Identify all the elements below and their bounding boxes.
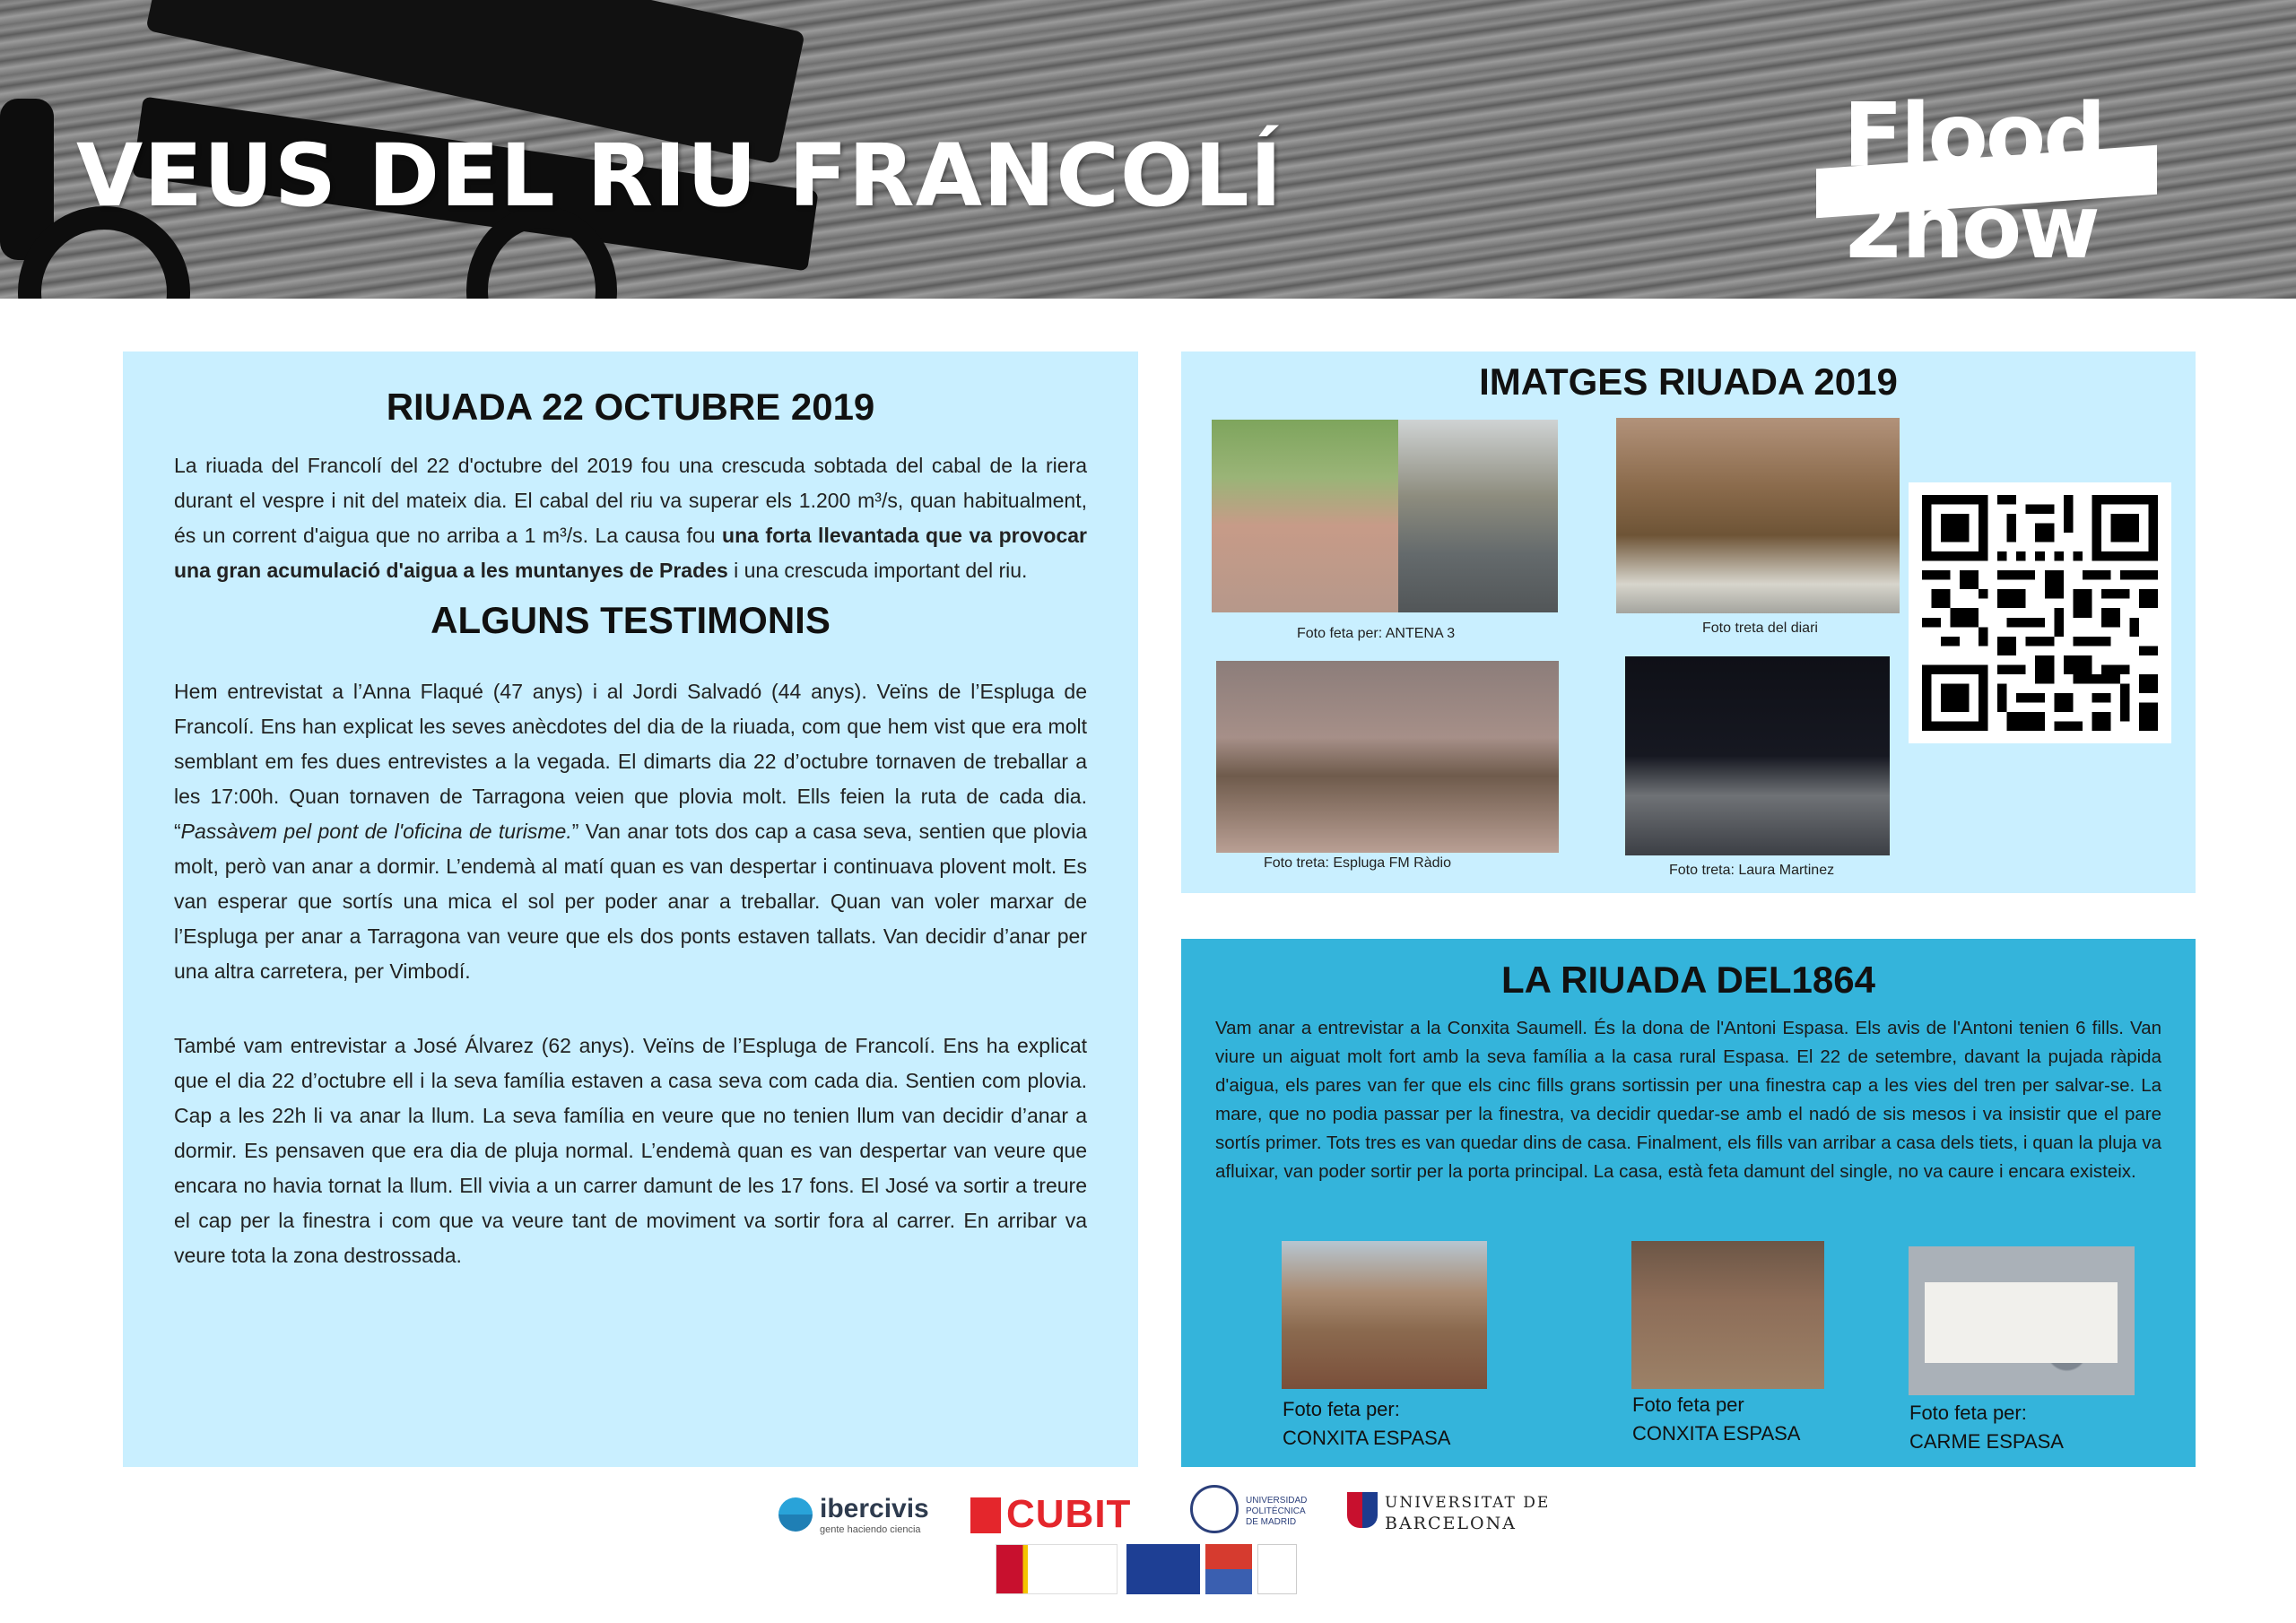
caption-laura-martinez: Foto treta: Laura Martinez bbox=[1669, 863, 1835, 878]
testimony-2: També vam entrevistar a José Álvarez (62 anys). Veïns de l’Espluga de Francolí. Ens ha explicat que el dia 22 d’octubre ell i la seva família estaven a casa seva com cada dia. Sentien com plovia. Cap a les 22h li va anar la llum. La seva família en veure que no tenien llum van decidir d’anar a dormir. Es pensaven que era dia de pluja normal. L’endemà quan es van despertar van veure que encara no havia tornat la llum. Ell vivia a un carrer damunt de les 17 fons. El José va sortir a treure el cap per la finestra i com que va veure tant de moviment va sortir fora al carrer. En arribar va veure tota la zona destrossada. bbox=[174, 1034, 1087, 1267]
ibercivis-logo: ibercivis gente haciendo ciencia bbox=[778, 1492, 940, 1537]
caption-casa-espasa-2: Foto feta per CONXITA ESPASA bbox=[1632, 1393, 1801, 1445]
photo-casa-espasa-1 bbox=[1282, 1241, 1487, 1389]
caption-diari: Foto treta del diari bbox=[1702, 621, 1818, 636]
caption-casa-espasa-1: Foto feta per: CONXITA ESPASA bbox=[1283, 1398, 1451, 1449]
intro-paragraph: La riuada del Francolí del 22 d'octubre del 2019 fou una crescuda sobtada del cabal de la riera durant el vespre i nit del mateix dia. El cabal del riu va superar els 1.200 m³/s, quan habitualment, és un corrent d'aigua que no arriba a 1 m³/s. La causa fou una forta llevantada que va provocar una gran acumulació d'aigua a les muntanyes de Prades i una crescuda important del riu. bbox=[174, 454, 1087, 582]
riuada-1864-text: Vam anar a entrevistar a la Conxita Saumell. És la dona de l'Antoni Espasa. Els avis de l'Antoni tenien 6 fills. Van viure un aiguat molt fort amb la seva família a la casa rural Espasa. El 22 de setembre, davant la pujada ràpida d'aigua, els pares van fer que els cinc fills grans sortissin per una finestra cap a les vies del tren per salvar-se. La mare, que no podia passar per la finestra, va decidir quedar-se amb el nadó de sis mesos i va insistir que el pare sortís primer. Tots tres es van quedar dins de casa. Finalment, els fills van arribar a casa dels tiets, i quan la pluja va afluixar, van poder sortir per la porta principal. La casa, està feta damunt del single, no va caure i encara existeix. bbox=[1215, 1018, 2161, 1182]
testimony-1: Hem entrevistat a l’Anna Flaqué (47 anys) i al Jordi Salvadó (44 anys). Veïns de l’Espluga de Francolí. Ens han explicat les seves anècdotes del dia de la riuada, com que hem vist que era molt semblant em fes dues entrevistes a la vegada. El dimarts dia 22 d’octubre tornaven de treballar a les 17:00h. Quan tornaven de Tarragona veien que plovia molt. Ells feien la ruta de cada dia. “Passàvem pel pont de l'oficina de turisme.” Van anar tots dos cap a casa seva, sentien que plovia molt, però van anar a dormir. L’endemà al matí quan es van despertar i continuava plovent molt. Es van esperar que sortís una mica el sol per poder anar a treballar. Quan van voler marxar de l’Espluga per anar a Tarragona van veure que els dos ponts estaven tallats. Van decidir d’anar per una altra carretera, per Vimbodí. bbox=[174, 680, 1087, 983]
universitat-barcelona-logo: UNIVERSITAT DE BARCELONA bbox=[1347, 1490, 1526, 1535]
photo-laura-martinez bbox=[1625, 656, 1890, 855]
caption-antena3: Foto feta per: ANTENA 3 bbox=[1297, 626, 1456, 641]
photo-diari bbox=[1616, 418, 1900, 613]
heading-riuada-1864: LA RIUADA DEL1864 bbox=[1501, 959, 1875, 1001]
riuada-2019-panel bbox=[123, 352, 1138, 1467]
photo-placa-memorial bbox=[1909, 1246, 2135, 1395]
cubit-logo: CUBIT bbox=[970, 1488, 1159, 1539]
header-banner bbox=[0, 0, 2296, 299]
funding-logos-strip bbox=[996, 1544, 1297, 1594]
flood2now-logo: Flood 2now bbox=[1816, 85, 2157, 265]
heading-riuada-2019: RIUADA 22 OCTUBRE 2019 bbox=[386, 386, 875, 428]
page-title: VEUS DEL RIU FRANCOLÍ bbox=[76, 126, 1283, 226]
photo-espluga-fm bbox=[1216, 661, 1559, 853]
caption-placa-memorial: Foto feta per: CARME ESPASA bbox=[1909, 1402, 2064, 1453]
photo-casa-espasa-2 bbox=[1631, 1241, 1824, 1389]
caption-espluga-fm: Foto treta: Espluga FM Ràdio bbox=[1264, 855, 1451, 871]
heading-imatges-2019: IMATGES RIUADA 2019 bbox=[1479, 360, 1898, 403]
upm-logo: UNIVERSIDAD POLITÉCNICA DE MADRID bbox=[1190, 1485, 1325, 1539]
heading-testimonis: ALGUNS TESTIMONIS bbox=[430, 599, 831, 641]
qr-code[interactable] bbox=[1909, 482, 2171, 743]
photo-antena3-right bbox=[1398, 420, 1558, 612]
photo-antena3-left bbox=[1212, 420, 1398, 612]
